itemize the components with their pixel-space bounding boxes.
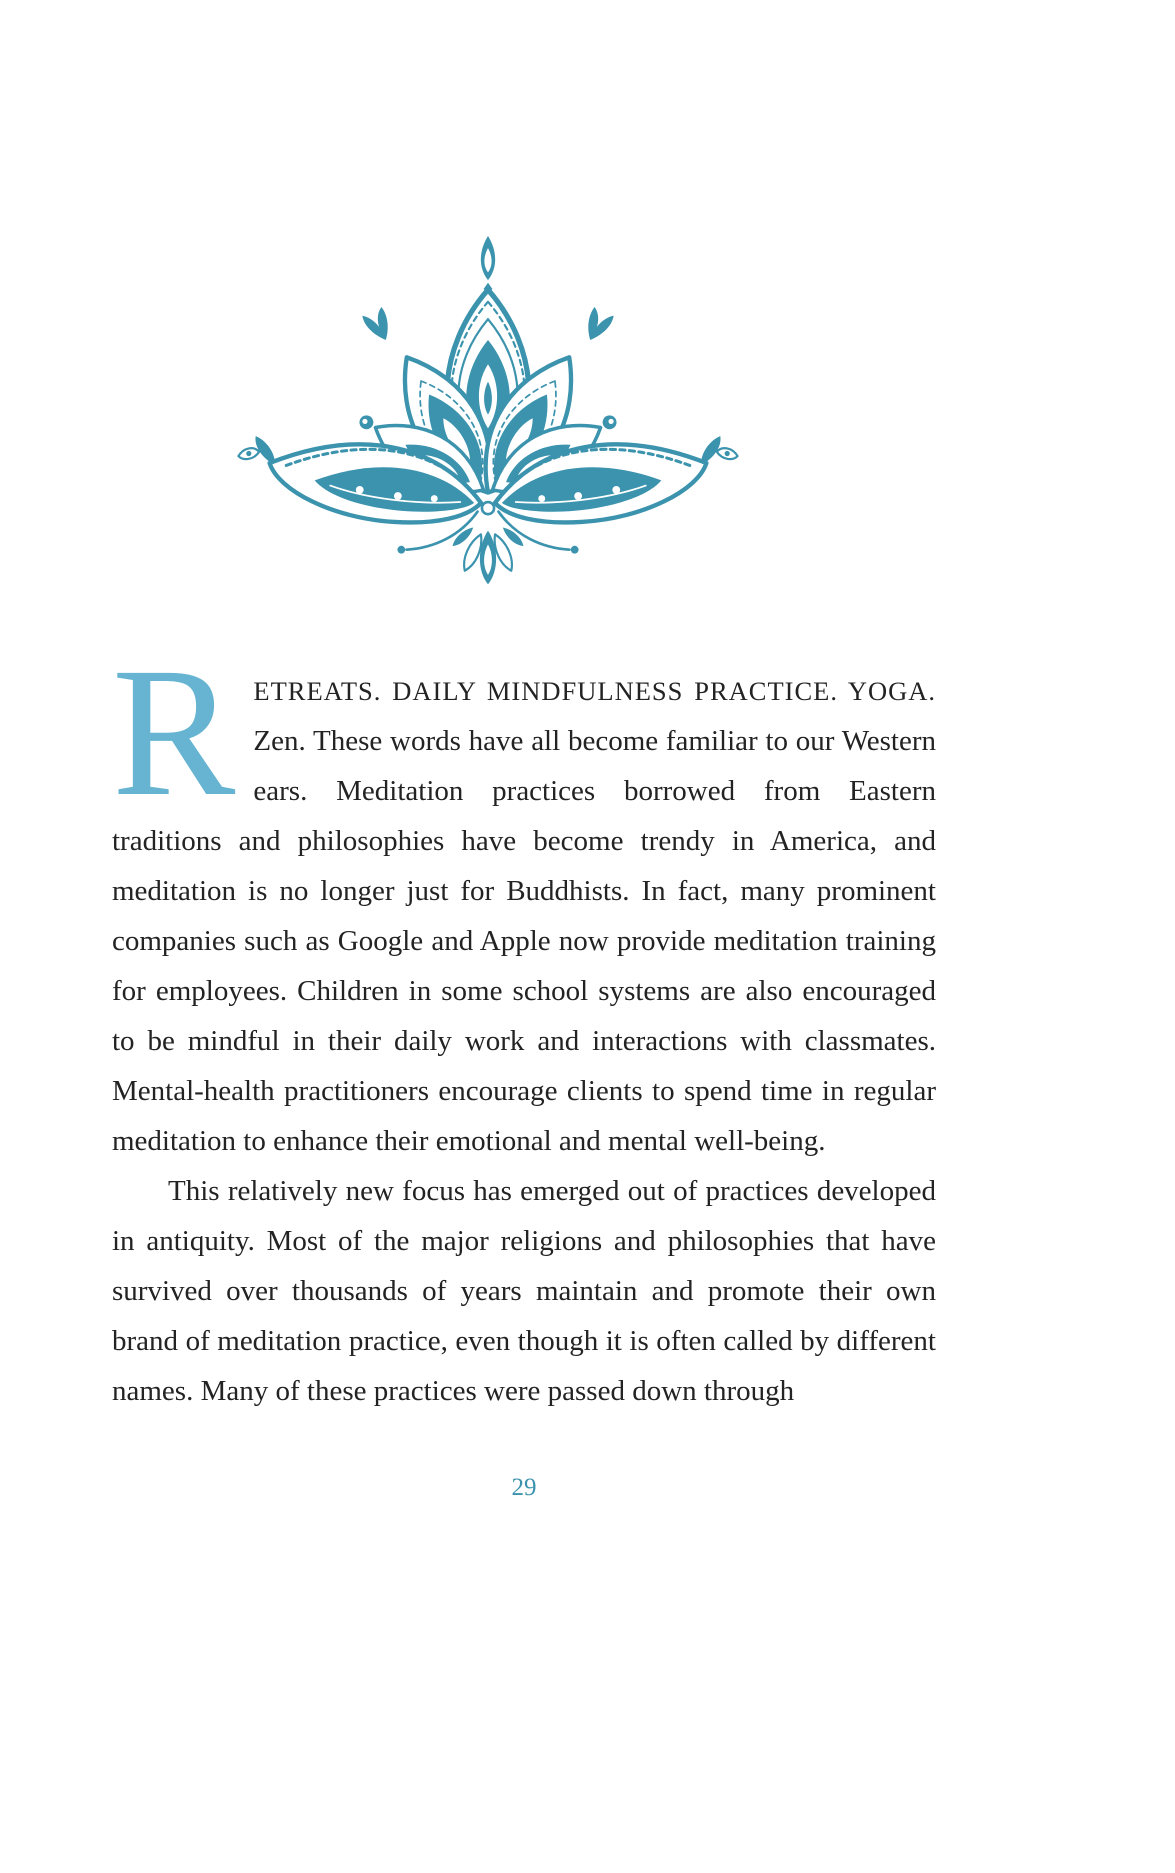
opening-caps-line: ETREATS. DAILY MINDFULNESS PRACTICE. YOGA. xyxy=(253,676,936,706)
second-paragraph xyxy=(112,1166,936,1416)
page-text xyxy=(112,630,936,1416)
paragraph-text: Zen. These words have all become familiar to our Western ears. Meditation practices borrowed from Eastern traditions and philosophies have become trendy in America, and meditation is no longer just for Buddhists. In fact, many prominent companies such as Google and Apple now provide meditation training for employees. Children in some school systems are also encouraged to be mindful in their daily work and interactions with classmates. Mental-health practitioners encourage clients to spend time in regular meditation to enhance their emotional and mental well-being. xyxy=(112,725,936,1157)
dropcap-letter: R xyxy=(112,630,236,835)
lotus-mandala-icon xyxy=(228,232,748,597)
opening-paragraph xyxy=(112,630,936,1166)
page-number: 29 xyxy=(511,1474,537,1501)
lotus-ornament xyxy=(228,232,748,597)
paragraph-text: This relatively new focus has emerged out of practices developed in antiquity. Most of the major religions and philosophies that have survived over thousands of years maintain and promote their own brand of meditation practice, even though it is often called by different names. Many of these practices were passed down through xyxy=(112,1175,936,1407)
